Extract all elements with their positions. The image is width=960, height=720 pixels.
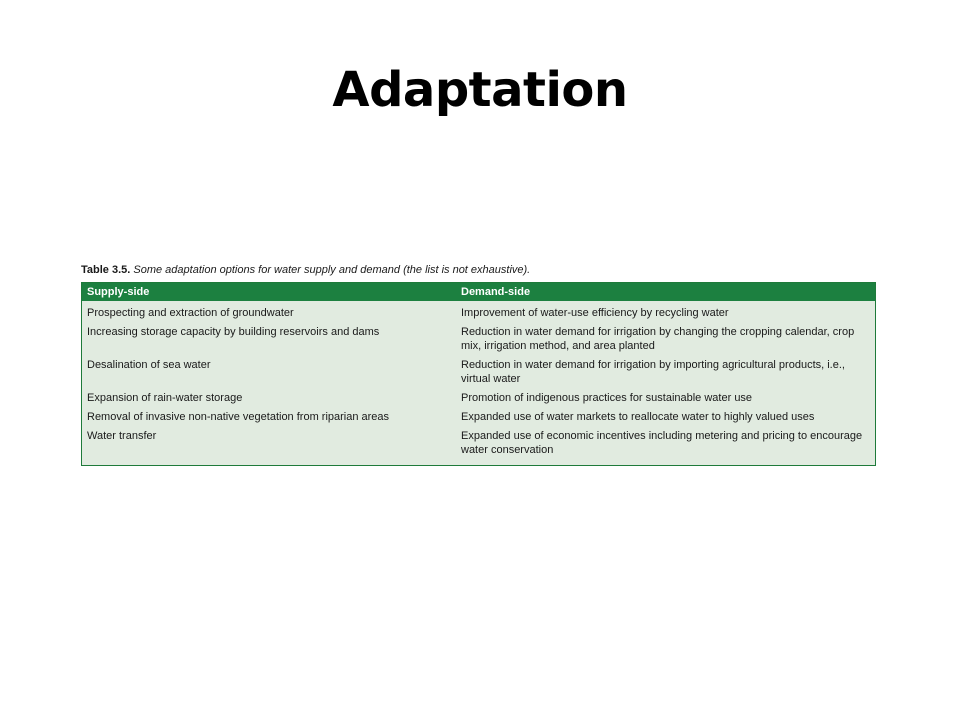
supply-cell: Water transfer — [87, 430, 157, 442]
demand-cell: Expanded use of water markets to reallocate water to highly valued uses — [461, 411, 815, 423]
header-demand-side: Demand-side — [456, 283, 875, 301]
slide-title: Adaptation — [332, 62, 628, 118]
table-row — [82, 358, 875, 391]
table-row — [82, 325, 875, 358]
supply-cell: Prospecting and extraction of groundwater — [87, 307, 294, 319]
demand-cell: Reduction in water demand for irrigation by importing agricultural products, i.e., virtual water — [461, 359, 845, 385]
demand-cell: Promotion of indigenous practices for sustainable water use — [461, 392, 753, 404]
demand-cell: Expanded use of economic incentives including metering and pricing to encourage water conservation — [461, 430, 863, 456]
adaptation-table — [81, 282, 876, 466]
table-row — [82, 410, 875, 429]
table-row — [82, 391, 875, 410]
supply-cell: Expansion of rain-water storage — [87, 392, 243, 404]
table-caption — [81, 263, 881, 277]
supply-cell: Desalination of sea water — [87, 359, 211, 371]
table-row — [82, 301, 875, 325]
supply-cell: Increasing storage capacity by building reservoirs and dams — [87, 326, 380, 338]
table-row — [82, 429, 875, 465]
table-caption-label: Table 3.5. — [81, 264, 131, 276]
table-caption-text: Some adaptation options for water supply and demand (the list is not exhaustive). — [133, 264, 531, 276]
demand-cell: Reduction in water demand for irrigation by changing the cropping calendar, crop mix, irrigation method, and area planted — [461, 326, 855, 352]
demand-cell: Improvement of water-use efficiency by recycling water — [461, 307, 729, 319]
table-header-row — [82, 283, 875, 301]
supply-cell: Removal of invasive non-native vegetation from riparian areas — [87, 411, 390, 423]
header-supply-side: Supply-side — [82, 283, 456, 301]
